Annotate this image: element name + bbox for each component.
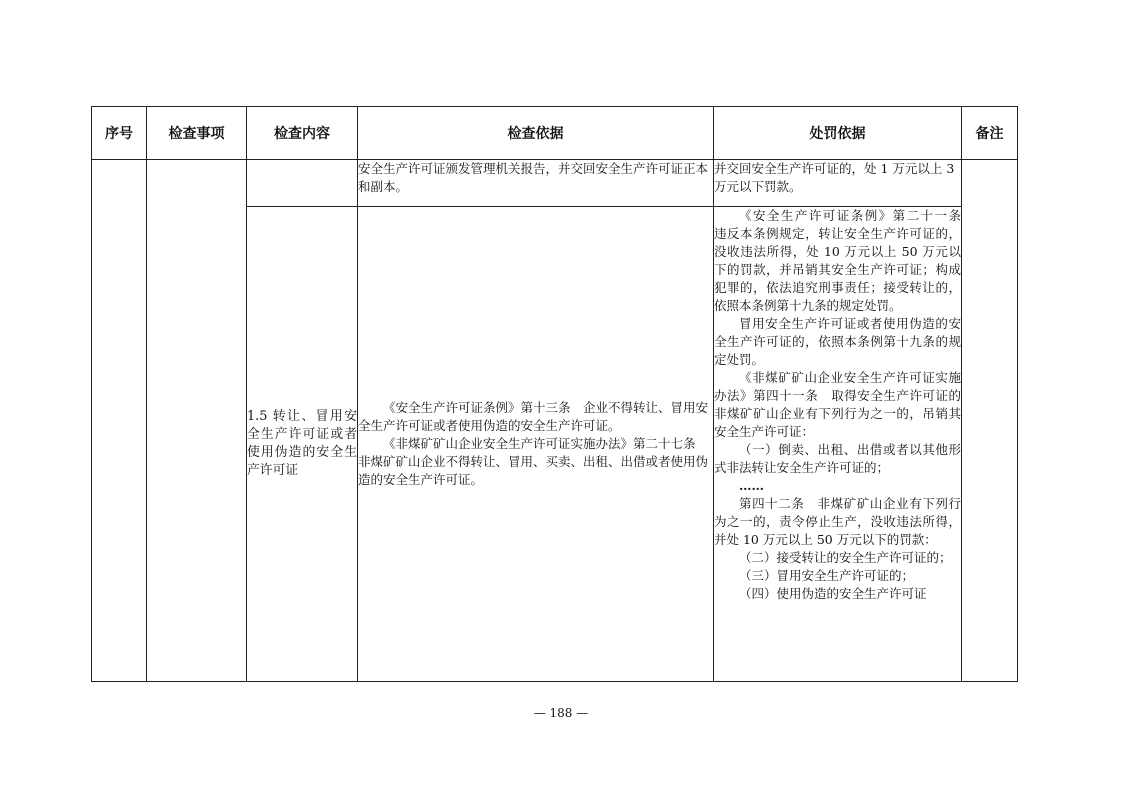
penalty-text-block: [714, 207, 974, 681]
penalty-paragraph: 《安全生产许可证条例》第二十一条 违反本条例规定，转让安全生产许可证的，没收违法所得，处 10 万元以上 50 万元以下的罚款，并吊销其安全生产许可证；构成犯罪的，依法追究刑事责任；接受转让的，依照本条例第十九条的规定处罚。: [714, 208, 974, 313]
content-cell: [247, 207, 358, 682]
table-row: [92, 160, 1018, 207]
header-seq: 序号: [92, 107, 147, 160]
penalty-cell: [714, 207, 974, 682]
header-row: [92, 107, 1018, 160]
penalty-text: 并交回安全生产许可证的，处 1 万元以上 3 万元以下罚款。: [714, 161, 955, 194]
penalty-paragraph: 《非煤矿矿山企业安全生产许可证实施办法》第四十一条 取得安全生产许可证的非煤矿矿山企业有下列行为之一的，吊销其安全生产许可证：: [714, 370, 961, 439]
header-remarks: 备注: [962, 107, 1018, 160]
content-cell: [247, 160, 358, 207]
penalty-paragraph: 第四十二条 非煤矿矿山企业有下列行为之一的，责令停止生产，没收违法所得，并处 10 万元以上 50 万元以下的罚款：: [714, 496, 961, 547]
basis-text: 安全生产许可证颁发管理机关报告，并交回安全生产许可证正本和副本。: [358, 161, 709, 194]
inspection-table: [91, 106, 1018, 682]
penalty-paragraph: （一）倒卖、出租、出借或者以其他形式非法转让安全生产许可证的；: [714, 442, 961, 475]
basis-paragraph: 《非煤矿矿山企业安全生产许可证实施办法》第二十七条 非煤矿矿山企业不得转让、冒用、买卖、出租、出借或者使用伪造的安全生产许可证。: [358, 436, 709, 487]
content-text: 1.5 转让、冒用安全生产许可证或者使用伪造的安全生产许可证: [247, 409, 357, 478]
basis-cell: [358, 207, 714, 682]
remarks-cell: [962, 160, 1018, 682]
basis-cell: [358, 160, 714, 207]
header-item: 检查事项: [147, 107, 247, 160]
header-content: 检查内容: [247, 107, 358, 160]
page-number: — 188 —: [533, 706, 589, 720]
seq-cell: [92, 160, 147, 682]
penalty-paragraph: （四）使用伪造的安全生产许可证: [739, 586, 927, 601]
header-penalty: 处罚依据: [714, 107, 962, 160]
penalty-paragraph: （二）接受转让的安全生产许可证的；: [739, 550, 952, 565]
penalty-paragraph: （三）冒用安全生产许可证的；: [739, 568, 915, 583]
header-basis: 检查依据: [358, 107, 714, 160]
penalty-ellipsis: ……: [739, 478, 764, 493]
basis-paragraph: 《安全生产许可证条例》第十三条 企业不得转让、冒用安全生产许可证或者使用伪造的安全生产许可证。: [358, 400, 709, 433]
item-cell: [147, 160, 247, 682]
penalty-cell: [714, 160, 962, 207]
penalty-paragraph: 冒用安全生产许可证或者使用伪造的安全生产许可证的，依照本条例第十九条的规定处罚。: [714, 316, 961, 367]
